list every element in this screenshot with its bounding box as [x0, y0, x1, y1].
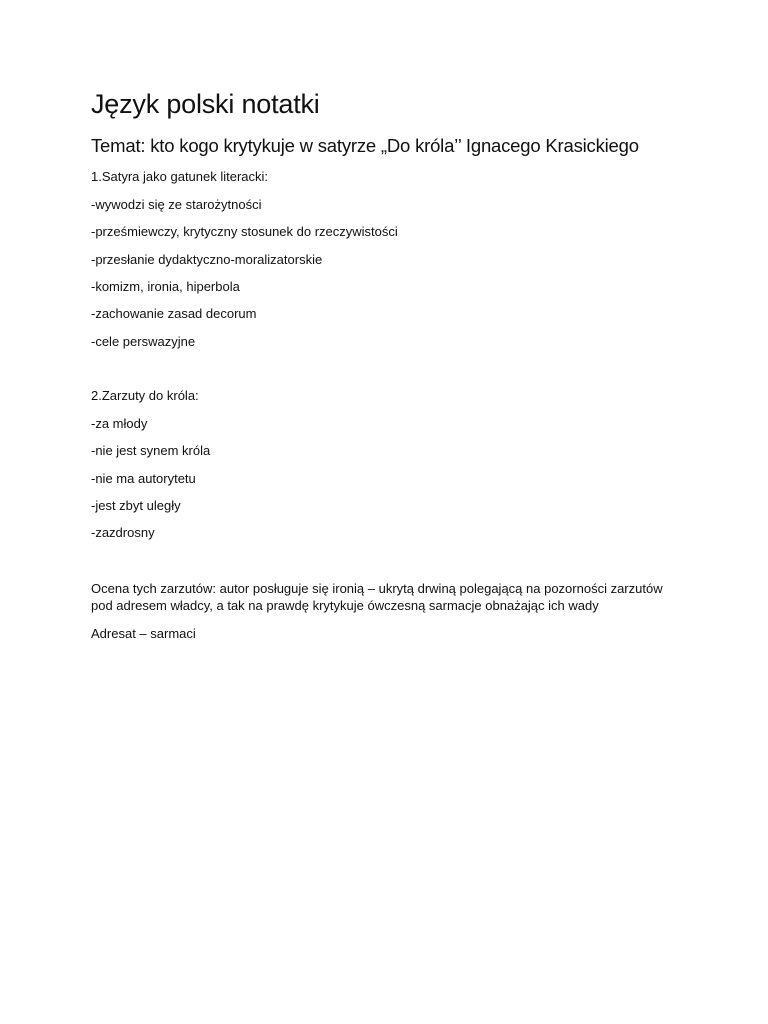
- section1-item: -cele perswazyjne: [91, 334, 196, 349]
- section2-item: -nie ma autorytetu: [91, 471, 196, 486]
- section2-item: -nie jest synem króla: [91, 443, 211, 458]
- section1-item: -prześmiewczy, krytyczny stosunek do rzeczywistości: [91, 224, 398, 239]
- document-title: Język polski notatki: [91, 89, 320, 119]
- topic-heading: Temat: kto kogo krytykuje w satyrze „Do króla’’ Ignacego Krasickiego: [91, 135, 639, 156]
- section1-item: -zachowanie zasad decorum: [91, 306, 257, 321]
- section1-item: -komizm, ironia, hiperbola: [91, 279, 240, 294]
- section2-heading: 2.Zarzuty do króla:: [91, 388, 199, 403]
- section1-item: -przesłanie dydaktyczno-moralizatorskie: [91, 252, 323, 267]
- section1-item: -wywodzi się ze starożytności: [91, 197, 262, 212]
- section2-item: -za młody: [91, 416, 148, 431]
- section2-item: -zazdrosny: [91, 525, 155, 540]
- section1-heading: 1.Satyra jako gatunek literacki:: [91, 169, 269, 184]
- addressee-line: Adresat – sarmaci: [91, 626, 196, 641]
- section2-item: -jest zbyt uległy: [91, 498, 181, 513]
- assessment-paragraph: Ocena tych zarzutów: autor posługuje się ironią – ukrytą drwiną polegającą na pozorności zarzutów pod adresem władcy, a tak na prawdę krytykuje ówczesną sarmacje obnażając ich wady: [91, 581, 663, 613]
